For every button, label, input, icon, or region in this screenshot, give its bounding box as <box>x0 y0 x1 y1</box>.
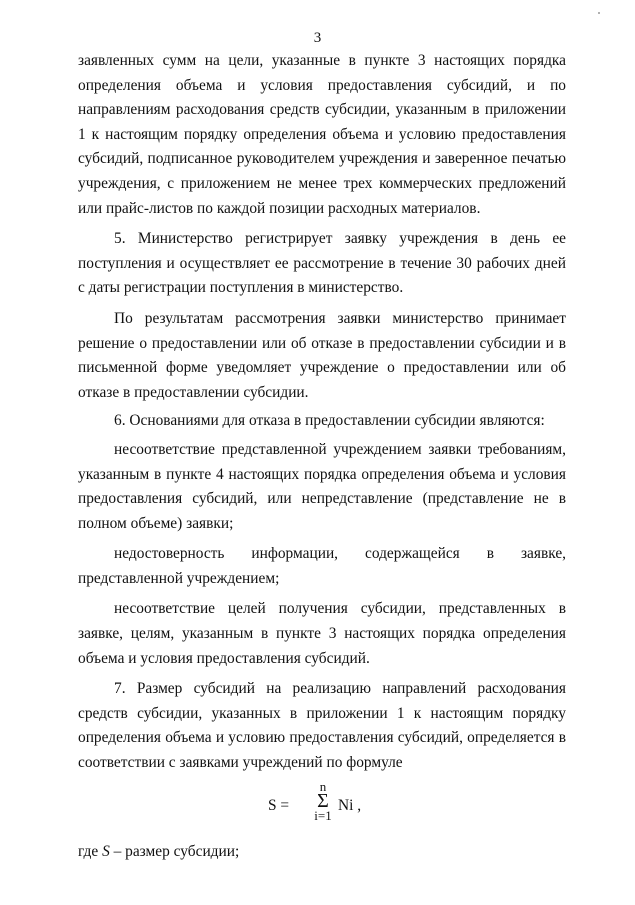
where-suffix: – размер субсидии; <box>109 842 240 860</box>
page-number: 3 <box>313 30 322 46</box>
paragraph-5: 5. Министерство регистрирует заявку учреждения в день ее поступления и осуществляет ее рассмотрение в течение 30 рабочих дней с даты регистрации поступления в министерство. <box>78 230 566 297</box>
list-item-unreliable-info: недостоверность информации, содержащейся в заявке, представленной учреждением; <box>78 545 566 587</box>
summation-sign <box>312 780 334 823</box>
document-body <box>78 49 566 864</box>
subsidy-formula <box>78 780 566 830</box>
scan-speck <box>598 12 600 14</box>
sigma-symbol: Σ <box>317 789 329 812</box>
sum-upper-limit: n <box>319 778 327 794</box>
formula-lhs: S = <box>268 796 290 814</box>
where-prefix: где <box>78 842 103 860</box>
paragraph-6: 6. Основаниями для отказа в предоставлении субсидии являются: <box>114 412 545 430</box>
list-item-noncompliance: несоответствие представленной учреждением заявки требованиям, указанным в пункте 4 настоящих порядка определения объема и условия предоставления субсидий, или непредставление (представление не в полном объеме) заявки; <box>78 440 566 532</box>
formula-term: Ni , <box>338 796 362 814</box>
sum-lower-limit: i=1 <box>314 807 332 823</box>
paragraph-review-results: По результатам рассмотрения заявки министерство принимает решение о предоставлении или об отказе в предоставлении субсидии и в письменной форме уведомляет учреждение о предоставлении или об отказе в предоставлении субсидии. <box>78 309 566 401</box>
paragraph-7: 7. Размер субсидий на реализацию направлений расходования средств субсидии, указанных в приложении 1 к настоящим порядку определения объема и условию предоставления субсидий, определяется в соответствии с заявками учреждений по формуле <box>78 680 566 772</box>
paragraph-continuation: заявленных сумм на цели, указанные в пункте 3 настоящих порядка определения объема и условия предоставления субсидий, и по направлениям расходования средств субсидии, указанным в приложении 1 к настоящим порядку определения объема и условию предоставления субсидий, подписанное руководителем учреждения и заверенное печатью учреждения, с приложением не менее трех коммерческих предложений или прайс-листов по каждой позиции расходных материалов. <box>78 52 566 217</box>
where-variable: S <box>102 842 110 860</box>
list-item-goal-mismatch: несоответствие целей получения субсидии, представленных в заявке, целям, указанным в пункте 3 настоящих порядка определения объема и условия предоставления субсидий. <box>78 600 566 667</box>
where-definition <box>78 840 566 865</box>
